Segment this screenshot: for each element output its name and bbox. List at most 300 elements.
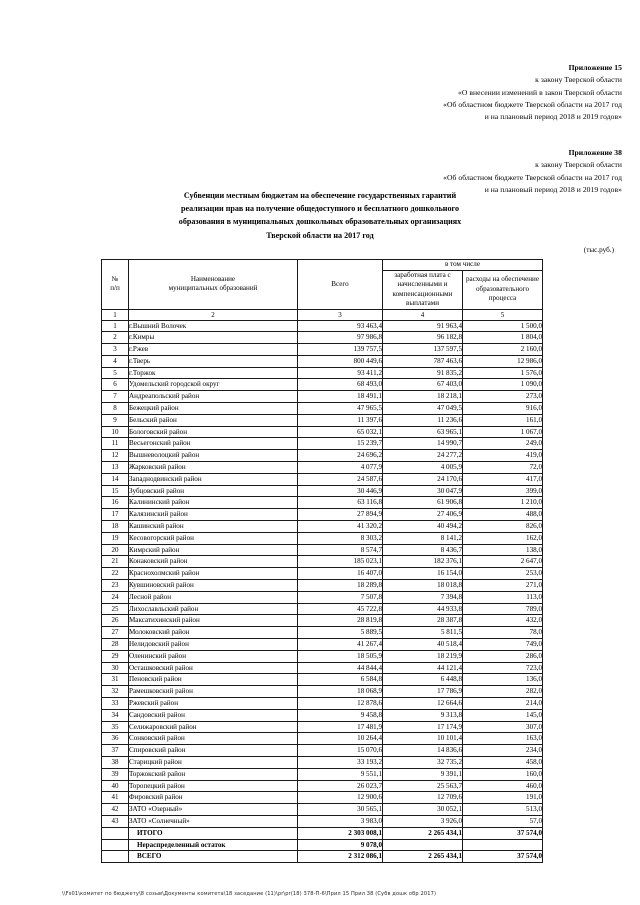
row-total-value: 33 193,2 (298, 756, 383, 768)
row-number: 1 (102, 320, 129, 332)
row-education-value: 2 160,0 (463, 344, 543, 356)
row-salary-value: 24 277,2 (383, 450, 463, 462)
row-salary-value: 787 463,6 (383, 355, 463, 367)
table-row (102, 603, 543, 615)
row-total-value: 9 458,8 (298, 709, 383, 721)
row-education-value: 458,0 (463, 756, 543, 768)
table-row (102, 674, 543, 686)
row-number: 21 (102, 556, 129, 568)
row-education-value: 916,0 (463, 403, 543, 415)
appendix-15-line-2: «О внесении изменений в закон Тверской области (458, 87, 622, 97)
row-municipality-name: Калининский район (129, 497, 298, 509)
row-education-value: 1 067,0 (463, 426, 543, 438)
row-total-value: 47 965,5 (298, 403, 383, 415)
table-row (102, 568, 543, 580)
row-number: 41 (102, 792, 129, 804)
table-row (102, 497, 543, 509)
row-education-value: 163,0 (463, 733, 543, 745)
table-row (102, 332, 543, 344)
row-municipality-name: Кимрский район (129, 544, 298, 556)
table-row (102, 615, 543, 627)
row-total-value: 18 068,9 (298, 686, 383, 698)
row-municipality-name: Андреапольский район (129, 391, 298, 403)
row-number: 28 (102, 639, 129, 651)
row-salary-value: 40 518,4 (383, 639, 463, 651)
row-municipality-name: Ржевский район (129, 698, 298, 710)
row-municipality-name: ЗАТО «Озерный» (129, 804, 298, 816)
row-salary-value: 16 154,0 (383, 568, 463, 580)
row-education-value: 432,0 (463, 615, 543, 627)
row-education-value: 12 986,0 (463, 355, 543, 367)
row-number: 40 (102, 780, 129, 792)
col-header-salary: заработная плата с начисленными и компенсационными выплатами (383, 270, 463, 309)
row-total-value: 93 411,2 (298, 367, 383, 379)
row-municipality-name: Оленинский район (129, 650, 298, 662)
table-summary-row-grand (102, 851, 543, 863)
row-number: 16 (102, 497, 129, 509)
row-salary-value: 24 170,6 (383, 473, 463, 485)
table-row (102, 792, 543, 804)
summary-education-value: 37 574,0 (463, 827, 543, 839)
row-total-value: 24 696,2 (298, 450, 383, 462)
row-salary-value: 14 990,7 (383, 438, 463, 450)
row-salary-value: 25 563,7 (383, 780, 463, 792)
row-municipality-name: г.Вышний Волочек (129, 320, 298, 332)
row-salary-value: 12 709,6 (383, 792, 463, 804)
table-row (102, 650, 543, 662)
row-total-value: 18 289,8 (298, 580, 383, 592)
row-education-value: 72,0 (463, 462, 543, 474)
summary-salary-value (383, 839, 463, 851)
row-municipality-name: Сандовский район (129, 709, 298, 721)
row-municipality-name: Краснохолмский район (129, 568, 298, 580)
row-number: 24 (102, 591, 129, 603)
row-number: 20 (102, 544, 129, 556)
table-row (102, 662, 543, 674)
row-number: 27 (102, 627, 129, 639)
table-row (102, 544, 543, 556)
row-education-value: 419,0 (463, 450, 543, 462)
row-total-value: 11 397,6 (298, 414, 383, 426)
row-municipality-name: Зубцовский район (129, 485, 298, 497)
row-salary-value: 3 926,0 (383, 815, 463, 827)
row-education-value: 307,0 (463, 721, 543, 733)
budget-table-container (101, 259, 543, 863)
row-education-value: 191,0 (463, 792, 543, 804)
row-municipality-name: Нелидовский район (129, 639, 298, 651)
row-education-value: 513,0 (463, 804, 543, 816)
row-education-value: 282,0 (463, 686, 543, 698)
row-total-value: 97 986,8 (298, 332, 383, 344)
row-number: 29 (102, 650, 129, 662)
row-education-value: 1 804,0 (463, 332, 543, 344)
row-salary-value: 40 494,2 (383, 521, 463, 533)
appendix-38-title: Приложение 38 (568, 148, 622, 157)
units-note: (тыс.руб.) (583, 246, 614, 254)
appendix-38-line-3: и на плановый период 2018 и 2019 годов» (484, 184, 622, 194)
budget-table (101, 259, 543, 863)
table-row (102, 639, 543, 651)
table-row (102, 414, 543, 426)
row-number: 9 (102, 414, 129, 426)
row-municipality-name: Бежецкий район (129, 403, 298, 415)
table-row (102, 768, 543, 780)
row-total-value: 15 239,7 (298, 438, 383, 450)
table-row (102, 355, 543, 367)
row-education-value: 399,0 (463, 485, 543, 497)
row-salary-value: 18 218,1 (383, 391, 463, 403)
row-salary-value: 12 664,6 (383, 698, 463, 710)
row-municipality-name: Рамешковский район (129, 686, 298, 698)
row-salary-value: 96 182,8 (383, 332, 463, 344)
budget-table-body (102, 320, 543, 863)
row-education-value: 162,0 (463, 532, 543, 544)
row-municipality-name: Старицкий район (129, 756, 298, 768)
row-number: 4 (102, 355, 129, 367)
row-number: 32 (102, 686, 129, 698)
column-number-3: 3 (298, 309, 383, 320)
row-municipality-name: Пеновский район (129, 674, 298, 686)
row-education-value: 57,0 (463, 815, 543, 827)
row-municipality-name: Бельский район (129, 414, 298, 426)
row-number: 33 (102, 698, 129, 710)
row-total-value: 17 481,9 (298, 721, 383, 733)
row-number: 19 (102, 532, 129, 544)
row-municipality-name: Бологовский район (129, 426, 298, 438)
row-education-value: 417,0 (463, 473, 543, 485)
table-row (102, 733, 543, 745)
table-row (102, 438, 543, 450)
row-municipality-name: Кувшиновский район (129, 580, 298, 592)
row-salary-value: 14 836,6 (383, 745, 463, 757)
row-number: 13 (102, 462, 129, 474)
col-header-education-expenses: расходы на обеспечение образовательного процесса (463, 270, 543, 309)
row-total-value: 15 070,6 (298, 745, 383, 757)
row-education-value: 723,0 (463, 662, 543, 674)
row-municipality-name: Торопецкий район (129, 780, 298, 792)
row-total-value: 4 077,9 (298, 462, 383, 474)
footer-file-path: \\Fs01\комитет по бюджету\8 созыв\Документы комитета\18 заседание (11)\pr\pr(18) 378-П-6\Прил 15 Прил 38 (Субв дошк обр 2017) (62, 891, 437, 897)
row-salary-value: 44 933,8 (383, 603, 463, 615)
table-row (102, 521, 543, 533)
row-number: 23 (102, 580, 129, 592)
row-total-value: 139 757,5 (298, 344, 383, 356)
row-number: 5 (102, 367, 129, 379)
column-number-5: 5 (463, 309, 543, 320)
table-row (102, 804, 543, 816)
table-row (102, 367, 543, 379)
row-number: 18 (102, 521, 129, 533)
row-education-value: 113,0 (463, 591, 543, 603)
page-title-line-1: Субвенции местным бюджетам на обеспечение государственных гарантий (183, 191, 457, 200)
row-municipality-name: Максатихинский район (129, 615, 298, 627)
row-total-value: 6 584,8 (298, 674, 383, 686)
row-municipality-name: Вышневолоцкий район (129, 450, 298, 462)
row-total-value: 800 449,6 (298, 355, 383, 367)
row-education-value: 214,0 (463, 698, 543, 710)
summary-education-value (463, 839, 543, 851)
row-total-value: 27 894,9 (298, 509, 383, 521)
page-title-line-3: образования в муниципальных дошкольных образовательных организациях (178, 217, 462, 227)
row-number: 7 (102, 391, 129, 403)
row-education-value: 286,0 (463, 650, 543, 662)
column-number-2: 2 (129, 309, 298, 320)
summary-row-label: ВСЕГО (129, 851, 298, 863)
row-salary-value: 17 174,9 (383, 721, 463, 733)
row-total-value: 93 463,4 (298, 320, 383, 332)
table-row (102, 473, 543, 485)
table-row (102, 721, 543, 733)
table-summary-row-total (102, 827, 543, 839)
row-education-value: 145,0 (463, 709, 543, 721)
row-municipality-name: г.Ржев (129, 344, 298, 356)
row-education-value: 1 500,0 (463, 320, 543, 332)
row-total-value: 3 983,0 (298, 815, 383, 827)
row-total-value: 8 574,7 (298, 544, 383, 556)
table-row (102, 450, 543, 462)
row-education-value: 78,0 (463, 627, 543, 639)
row-salary-value: 44 121,4 (383, 662, 463, 674)
row-salary-value: 47 049,5 (383, 403, 463, 415)
header-row-top (102, 260, 543, 271)
table-row (102, 815, 543, 827)
row-total-value: 30 446,9 (298, 485, 383, 497)
appendix-15-line-1: к закону Тверской области (535, 75, 622, 85)
row-number: 6 (102, 379, 129, 391)
row-number: 39 (102, 768, 129, 780)
table-row (102, 745, 543, 757)
row-salary-value: 61 906,8 (383, 497, 463, 509)
row-salary-value: 9 313,8 (383, 709, 463, 721)
row-number: 34 (102, 709, 129, 721)
appendix-38-line-1: к закону Тверской области (535, 160, 622, 170)
row-salary-value: 10 101,4 (383, 733, 463, 745)
row-salary-value: 182 376,1 (383, 556, 463, 568)
row-number: 42 (102, 804, 129, 816)
budget-table-head (102, 260, 543, 321)
row-education-value: 249,0 (463, 438, 543, 450)
col-header-group-including: в том числе (383, 260, 543, 271)
table-row (102, 698, 543, 710)
row-education-value: 160,0 (463, 768, 543, 780)
row-total-value: 44 844,4 (298, 662, 383, 674)
summary-row-label: Нераспределенный остаток (129, 839, 298, 851)
row-number: 36 (102, 733, 129, 745)
row-number: 2 (102, 332, 129, 344)
table-row (102, 391, 543, 403)
row-salary-value: 5 811,5 (383, 627, 463, 639)
row-municipality-name: Западнодвинский район (129, 473, 298, 485)
row-salary-value: 67 403,0 (383, 379, 463, 391)
row-education-value: 2 647,0 (463, 556, 543, 568)
row-number: 14 (102, 473, 129, 485)
table-row (102, 426, 543, 438)
row-number: 22 (102, 568, 129, 580)
row-education-value: 138,0 (463, 544, 543, 556)
row-municipality-name: Калязинский район (129, 509, 298, 521)
table-row (102, 686, 543, 698)
row-number: 30 (102, 662, 129, 674)
row-number: 31 (102, 674, 129, 686)
col-header-total: Всего (298, 260, 383, 310)
summary-salary-value: 2 265 434,1 (383, 851, 463, 863)
table-row (102, 344, 543, 356)
table-row (102, 591, 543, 603)
row-salary-value: 137 597,5 (383, 344, 463, 356)
summary-row-number (102, 827, 129, 839)
row-municipality-name: Лесной район (129, 591, 298, 603)
page-title-line-2: реализации прав на получение общедоступного и бесплатного дошкольного (180, 204, 460, 214)
row-education-value: 1 090,0 (463, 379, 543, 391)
table-row (102, 709, 543, 721)
row-education-value: 253,0 (463, 568, 543, 580)
row-salary-value: 28 387,8 (383, 615, 463, 627)
row-total-value: 12 900,6 (298, 792, 383, 804)
appendix-15-line-3: «Об областном бюджете Тверской области на 2017 год (443, 99, 622, 109)
row-municipality-name: Кесовогорский район (129, 532, 298, 544)
column-number-1: 1 (102, 309, 129, 320)
row-total-value: 68 493,0 (298, 379, 383, 391)
row-salary-value: 27 406,9 (383, 509, 463, 521)
row-total-value: 18 505,9 (298, 650, 383, 662)
table-row (102, 627, 543, 639)
table-row (102, 379, 543, 391)
appendix-38-line-2: «Об областном бюджете Тверской области на 2017 год (443, 172, 622, 182)
row-municipality-name: Сонковский район (129, 733, 298, 745)
summary-total-value: 9 078,0 (298, 839, 383, 851)
appendix-15-line-4: и на плановый период 2018 и 2019 годов» (484, 112, 622, 122)
row-number: 25 (102, 603, 129, 615)
row-total-value: 30 565,1 (298, 804, 383, 816)
summary-total-value: 2 312 086,1 (298, 851, 383, 863)
row-total-value: 9 551,1 (298, 768, 383, 780)
row-municipality-name: г.Кимры (129, 332, 298, 344)
summary-row-number (102, 839, 129, 851)
appendix-15-title: Приложение 15 (568, 63, 622, 72)
page-title (95, 189, 545, 242)
row-salary-value: 8 436,7 (383, 544, 463, 556)
row-salary-value: 6 448,8 (383, 674, 463, 686)
summary-row-number (102, 851, 129, 863)
row-number: 26 (102, 615, 129, 627)
row-total-value: 5 889,5 (298, 627, 383, 639)
row-salary-value: 91 963,4 (383, 320, 463, 332)
row-salary-value: 18 219,9 (383, 650, 463, 662)
row-total-value: 18 491,1 (298, 391, 383, 403)
row-salary-value: 91 835,2 (383, 367, 463, 379)
row-total-value: 65 032,1 (298, 426, 383, 438)
summary-education-value: 37 574,0 (463, 851, 543, 863)
row-education-value: 749,0 (463, 639, 543, 651)
page-title-line-4: Тверской области на 2017 год (266, 230, 374, 240)
row-number: 8 (102, 403, 129, 415)
row-total-value: 24 587,6 (298, 473, 383, 485)
row-number: 37 (102, 745, 129, 757)
row-education-value: 1 576,0 (463, 367, 543, 379)
row-education-value: 826,0 (463, 521, 543, 533)
row-total-value: 10 264,4 (298, 733, 383, 745)
summary-row-label: ИТОГО (129, 827, 298, 839)
row-salary-value: 30 052,1 (383, 804, 463, 816)
row-education-value: 460,0 (463, 780, 543, 792)
row-municipality-name: Селижаровский район (129, 721, 298, 733)
table-row (102, 485, 543, 497)
table-summary-row-remainder (102, 839, 543, 851)
row-municipality-name: Торжокский район (129, 768, 298, 780)
row-total-value: 8 303,2 (298, 532, 383, 544)
row-salary-value: 4 005,9 (383, 462, 463, 474)
row-municipality-name: Конаковский район (129, 556, 298, 568)
row-number: 11 (102, 438, 129, 450)
appendix-reference-15 (292, 62, 622, 123)
table-row (102, 532, 543, 544)
row-municipality-name: Жарковский район (129, 462, 298, 474)
row-salary-value: 17 786,9 (383, 686, 463, 698)
row-number: 3 (102, 344, 129, 356)
row-number: 15 (102, 485, 129, 497)
row-salary-value: 30 047,9 (383, 485, 463, 497)
row-total-value: 12 878,6 (298, 698, 383, 710)
row-salary-value: 8 141,2 (383, 532, 463, 544)
row-total-value: 26 023,7 (298, 780, 383, 792)
row-education-value: 234,0 (463, 745, 543, 757)
row-salary-value: 63 965,1 (383, 426, 463, 438)
table-row (102, 780, 543, 792)
row-salary-value: 7 394,8 (383, 591, 463, 603)
col-header-municipality: Наименование муниципальных образований (129, 260, 298, 310)
row-municipality-name: Молоковский район (129, 627, 298, 639)
row-municipality-name: Фировский район (129, 792, 298, 804)
table-row (102, 509, 543, 521)
summary-salary-value: 2 265 434,1 (383, 827, 463, 839)
table-row (102, 756, 543, 768)
row-municipality-name: Кашинский район (129, 521, 298, 533)
row-education-value: 136,0 (463, 674, 543, 686)
table-row (102, 403, 543, 415)
row-total-value: 185 023,1 (298, 556, 383, 568)
table-row (102, 320, 543, 332)
row-total-value: 7 507,8 (298, 591, 383, 603)
row-education-value: 273,0 (463, 391, 543, 403)
row-education-value: 789,0 (463, 603, 543, 615)
row-total-value: 63 116,8 (298, 497, 383, 509)
row-municipality-name: ЗАТО «Солнечный» (129, 815, 298, 827)
row-number: 12 (102, 450, 129, 462)
row-municipality-name: Удомельский городской округ (129, 379, 298, 391)
row-number: 43 (102, 815, 129, 827)
row-total-value: 41 267,4 (298, 639, 383, 651)
row-salary-value: 11 236,6 (383, 414, 463, 426)
table-row (102, 462, 543, 474)
row-municipality-name: г.Торжок (129, 367, 298, 379)
row-education-value: 1 210,0 (463, 497, 543, 509)
row-municipality-name: Лихославльский район (129, 603, 298, 615)
row-municipality-name: Весьегонский район (129, 438, 298, 450)
row-municipality-name: Осташковский район (129, 662, 298, 674)
row-number: 35 (102, 721, 129, 733)
row-number: 10 (102, 426, 129, 438)
table-row (102, 556, 543, 568)
column-number-row (102, 309, 543, 320)
row-education-value: 271,0 (463, 580, 543, 592)
row-education-value: 488,0 (463, 509, 543, 521)
column-number-4: 4 (383, 309, 463, 320)
summary-total-value: 2 303 008,1 (298, 827, 383, 839)
row-salary-value: 9 391,1 (383, 768, 463, 780)
row-total-value: 16 407,0 (298, 568, 383, 580)
row-municipality-name: Спировский район (129, 745, 298, 757)
row-education-value: 161,0 (463, 414, 543, 426)
